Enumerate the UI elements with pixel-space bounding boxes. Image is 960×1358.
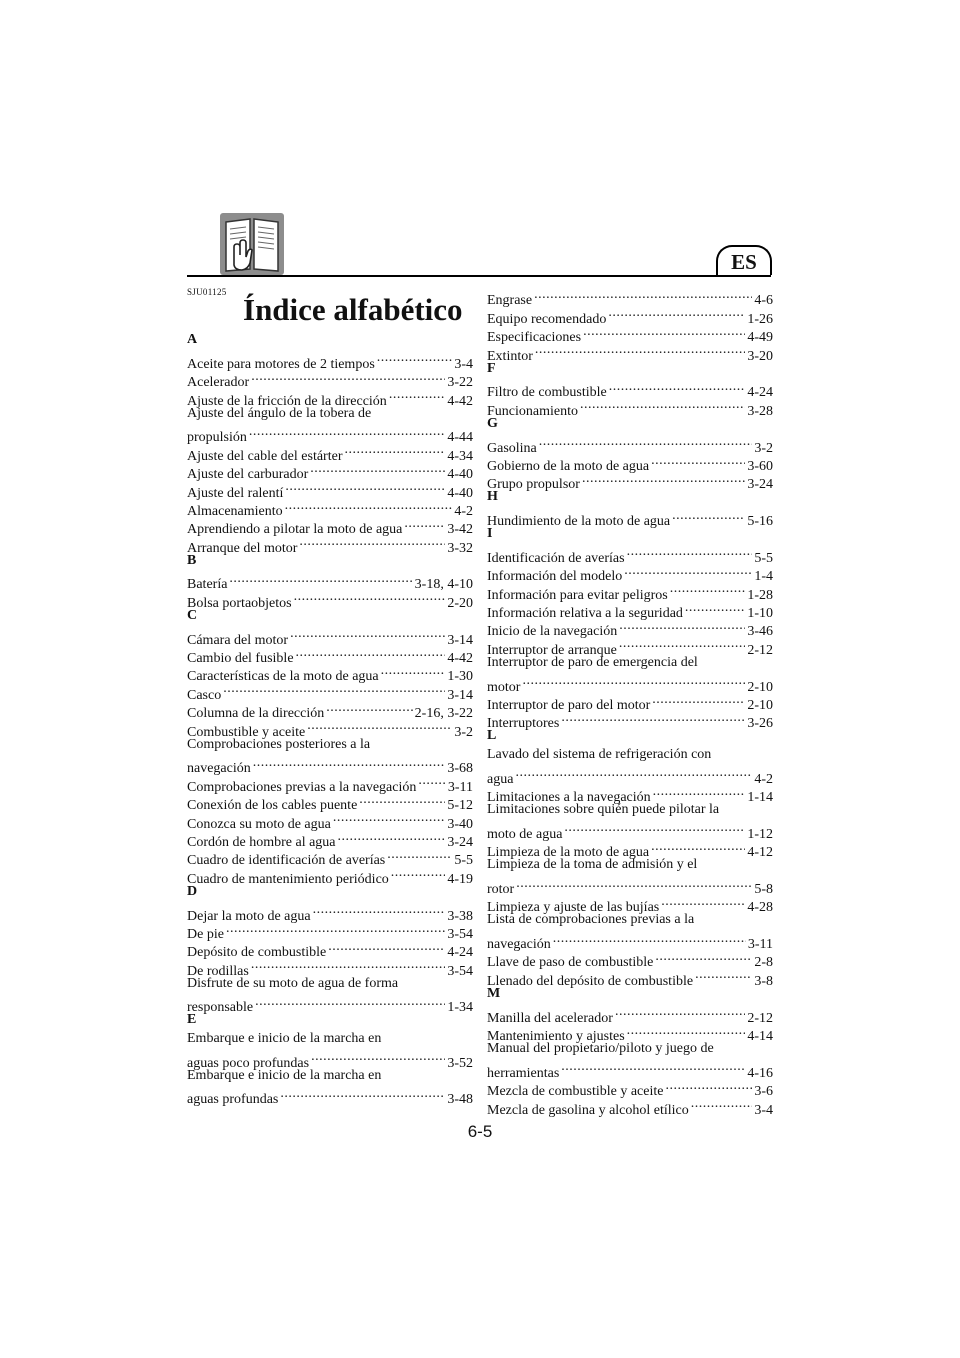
dot-leader [617,617,745,635]
dot-leader [278,1085,445,1103]
index-section-letter: F [487,360,496,376]
index-entry-text: Lavado del sistema de refrigeración con [487,746,712,762]
index-entry-page: 4-6 [754,293,773,309]
index-entry [487,378,773,401]
index-entry-text: Cambio del fusible [187,651,294,667]
index-entry-page: 4-42 [447,651,473,667]
index-entry [487,286,773,309]
dot-leader [309,1048,445,1066]
index-entry-text: Conozca su moto de agua [187,816,331,832]
document-code: SJU01125 [187,287,227,297]
index-entry-text: De rodillas [187,963,249,979]
dot-leader [342,441,445,459]
dot-leader [651,783,746,801]
index-entry-text: Ajuste del ángulo de la tobera de [187,405,372,421]
dot-leader [683,599,745,617]
index-entry-text: Especificaciones [487,330,582,346]
index-entry-page: 3-4 [454,356,473,372]
index-entry-page: 2-20 [447,595,473,611]
index-column-right [487,286,773,1118]
index-section-letter: D [187,883,198,899]
index-entry-page: 3-52 [447,1055,473,1071]
index-entry-page: 4-16 [747,1065,773,1081]
dot-leader [283,478,445,496]
index-entry [187,699,473,722]
index-entry [487,819,773,842]
page-number: 6-5 [467,1122,493,1141]
index-entry-page: 3-11 [447,779,473,795]
index-entry-page: 3-54 [447,963,473,979]
index-entry-page: 4-2 [454,503,473,519]
dot-leader [357,791,445,809]
index-entry-text: Inicio de la navegación [487,624,618,640]
index-section-letter: B [187,552,197,568]
index-entry-text: Arranque del motor [187,540,298,556]
manual-icon-graphic [220,213,284,275]
index-entry-text: Información del modelo [487,569,623,585]
index-entry [487,764,773,787]
index-entry-page: 1-4 [754,569,773,585]
index-entry-text: De pie [187,926,224,942]
index-entry-page: 3-8 [754,973,773,989]
index-entry-page: 3-22 [447,375,473,391]
dot-leader [668,580,746,598]
dot-leader [513,764,752,782]
index-entry-text: Limpieza de la moto de agua [487,845,650,861]
index-entry-page: 5-8 [754,881,773,897]
manual-reading-hand-icon [220,213,284,275]
index-entry-text: Batería [187,577,228,593]
index-entry-page: 1-10 [747,606,773,622]
dot-leader [224,920,445,938]
index-entry-page: 1-12 [747,826,773,842]
index-entry [187,920,473,942]
index-section-letter: A [187,332,198,347]
index-entry-text: Combustible y aceite [187,724,306,740]
dot-leader [416,772,445,790]
index-entry-page: 3-68 [447,761,473,777]
index-entry-text: Mezcla de combustible y aceite [487,1084,664,1100]
index-entry-text: Mantenimiento y ajustes [487,1029,625,1045]
dot-leader [649,452,745,470]
index-entry-text: Almacenamiento [187,503,283,519]
index-entry-page: 1-14 [747,789,773,805]
index-entry-text: Filtro de combustible [487,385,607,401]
index-section-letter: C [187,607,198,623]
index-entry-text: Interruptor de paro del motor [487,697,651,713]
index-entry-text: Interruptor de arranque [487,642,617,658]
index-entry [487,543,773,566]
dot-leader [336,828,446,846]
index-entry-text: Disfrute de su moto de agua de forma [187,975,399,991]
dot-leader [308,460,445,478]
index-entry-text: Información para evitar peligros [487,587,668,603]
index-entry [187,993,473,1016]
dot-leader [288,625,445,643]
index-entry-text: Lista de comprobaciones previas a la [487,912,695,928]
dot-leader [221,680,445,698]
index-entry [187,588,473,611]
dot-leader [253,993,445,1011]
index-entry-text: Equipo recomendado [487,311,607,327]
index-entry [187,625,473,648]
index-entry-text: aguas poco profundas [187,1055,310,1071]
dot-leader [693,966,752,984]
index-entry-text: Aceite para motores de 2 tiempos [187,356,375,372]
index-entry-page: 2-8 [754,955,773,971]
index-entry-page: 4-40 [447,467,473,483]
index-entry-text: Cordón de hombre al agua [187,834,336,850]
dot-leader [606,304,745,322]
index-entry-text: responsable [187,1000,254,1016]
index-entry-text: Aprendiendo a pilotar la moto de agua [187,522,403,538]
index-entry-text: Llenado del depósito de combustible [487,973,694,989]
index-entry-page: 1-28 [747,587,773,603]
dot-leader [559,709,745,727]
index-entry-page: 4-24 [447,945,473,961]
index-entry [187,938,473,961]
index-entry-text: Grupo propulsor [487,477,580,493]
index-entry-text: Embarque e inicio de la marcha en [187,1067,382,1083]
index-entry-page: 1-34 [447,1000,473,1016]
index-entry [187,901,473,924]
index-entry-page: 2-16, 3-22 [414,706,473,722]
index-entry-text: Comprobaciones posteriores a la [187,736,371,752]
index-entry [487,672,773,695]
index-entry-page: 3-40 [447,816,473,832]
index-entry-page: 4-40 [447,485,473,501]
index-section-letter: H [487,489,498,505]
index-entry [487,1003,773,1026]
index-section-letter: L [487,728,497,744]
index-entry-text: propulsión [187,430,247,446]
page-title: Índice alfabético [243,292,463,327]
index-entry-page: 5-5 [754,550,773,566]
index-entry-page: 5-5 [454,853,473,869]
index-entry-text: Gasolina [487,440,537,456]
index-entry-page: 3-26 [747,716,773,732]
index-entry-text: navegación [187,761,251,777]
dot-leader [625,1022,746,1040]
index-entry-page: 4-42 [447,393,473,409]
index-entry-page: 3-28 [747,403,773,419]
index-entry-page: 3-18, 4-10 [414,577,473,593]
index-entry-page: 3-46 [747,624,773,640]
index-entry-page: 3-2 [454,724,473,740]
dot-leader [649,838,745,856]
index-entry-text: Ajuste del carburador [187,467,309,483]
index-entry [187,423,473,446]
dot-leader [689,1095,753,1113]
dot-leader [562,819,745,837]
dot-leader [532,286,752,304]
index-entry-page: 4-2 [754,771,773,787]
dot-leader [251,754,446,772]
index-entry-page: 4-34 [447,448,473,464]
index-entry-page: 2-12 [747,1010,773,1026]
index-entry-page: 3-38 [447,908,473,924]
dot-leader [520,672,745,690]
index-entry-page: 4-12 [747,845,773,861]
index-entry-text: Ajuste de la fricción de la dirección [187,393,387,409]
index-entry-text: Limpieza y ajuste de las bujías [487,900,660,916]
index-entry [487,691,773,713]
index-entry-page: 3-6 [754,1084,773,1100]
index-entry-page: 3-24 [747,477,773,493]
dot-leader [375,349,453,367]
index-entry-text: Interruptores [487,716,560,732]
index-section-letter: E [187,1012,197,1028]
index-entry-page: 3-54 [447,926,473,942]
dot-leader [607,378,746,396]
index-entry-text: motor [487,679,521,695]
index-entry [487,930,773,953]
dot-leader [670,507,745,525]
dot-leader [653,948,752,966]
index-entry-text: Ajuste del ralentí [187,485,284,501]
dot-leader [283,497,453,515]
dot-leader [331,809,445,827]
index-entry-text: aguas profundas [187,1092,279,1108]
dot-leader [247,423,445,441]
index-entry-text: Acelerador [187,375,250,391]
index-entry-text: Conexión de los cables puente [187,798,358,814]
index-entry-text: Limpieza de la toma de admisión y el [487,857,698,873]
dot-leader [379,662,446,680]
index-section-letter: G [487,415,498,431]
index-entry-page: 2-10 [747,679,773,695]
dot-leader [581,323,745,341]
dot-leader [559,1058,745,1076]
dot-leader [625,543,753,561]
index-entry-text: Identificación de averías [487,550,625,566]
index-entry-text: Limitaciones a la navegación [487,789,651,805]
dot-leader [324,699,412,717]
dot-leader [402,515,445,533]
index-entry-page: 3-14 [447,687,473,703]
index-entry-text: Mezcla de gasolina y alcohol etílico [487,1102,689,1118]
index-entry-page: 4-19 [447,871,473,887]
index-entry-text: Funcionamiento [487,403,578,419]
index-entry-text: Llave de paso de combustible [487,955,654,971]
index-entry-page: 2-10 [747,697,773,713]
dot-leader [294,644,446,662]
index-entry [487,893,773,916]
index-entry-page: 3-32 [447,540,473,556]
dot-leader [249,956,446,974]
dot-leader [617,635,746,653]
index-entry-text: Hundimiento de la moto de agua [487,514,671,530]
index-entry-page: 3-48 [447,1092,473,1108]
index-entry [187,570,473,593]
index-entry-text: rotor [487,881,515,897]
index-entry-text: Cámara del motor [187,632,289,648]
index-entry [187,754,473,777]
index-entry-page: 3-60 [747,458,773,474]
index-entry-text: Depósito de combustible [187,945,327,961]
dot-leader [580,470,745,488]
index-entry-text: Comprobaciones previas a la navegación [187,779,417,795]
index-entry [187,1048,473,1071]
index-entry-text: Gobierno de la moto de agua [487,458,650,474]
index-entry-page: 5-16 [747,514,773,530]
language-badge: ES [716,245,772,275]
index-entry-text: Cuadro de mantenimiento periódico [187,871,389,887]
index-entry-page: 5-12 [447,798,473,814]
index-entry [487,783,773,805]
index-entry [187,680,473,703]
index-entry-text: Engrase [487,293,533,309]
index-entry-text: agua [487,771,514,787]
index-entry-text: herramientas [487,1065,560,1081]
dot-leader [387,386,446,404]
dot-leader [514,875,752,893]
header-rule [187,275,771,277]
index-entry-text: Características de la moto de agua [187,669,379,685]
index-entry-text: Información relativa a la seguridad [487,606,683,622]
index-section-letter: I [487,526,493,542]
index-entry-page: 3-11 [747,937,773,953]
index-entry-page: 3-42 [447,522,473,538]
index-entry-text: Extintor [487,348,533,364]
index-entry-text: Limitaciones sobre quién puede pilotar la [487,801,720,817]
index-entry-text: Embarque e inicio de la marcha en [187,1030,382,1046]
index-entry-text: Manual del propietario/piloto y juego de [487,1041,714,1057]
index-entry-page: 3-20 [747,348,773,364]
dot-leader [305,717,452,735]
index-entry-page: 4-28 [747,900,773,916]
index-entry-page: 1-30 [447,669,473,685]
index-entry [187,1085,473,1108]
index-entry-page: 3-24 [447,834,473,850]
index-entry-text: moto de agua [487,826,563,842]
index-entry [487,875,773,897]
dot-leader [650,691,745,709]
index-entry [487,1058,773,1081]
index-entry-page: 4-44 [447,430,473,446]
dot-leader [297,533,445,551]
dot-leader [578,396,745,414]
index-entry-page: 3-14 [447,632,473,648]
dot-leader [292,588,446,606]
index-entry-text: Interruptor de paro de emergencia del [487,654,698,670]
index-entry [487,507,773,530]
dot-leader [622,562,752,580]
index-column-left [187,331,473,1108]
dot-leader [389,864,446,882]
dot-leader [385,846,452,864]
index-entry-page: 1-26 [747,311,773,327]
dot-leader [663,1077,752,1095]
dot-leader [326,938,445,956]
index-entry-text: Cuadro de identificación de averías [187,853,386,869]
index-section-letter: M [487,985,501,1001]
index-entry-page: 3-4 [754,1102,773,1118]
index-entry-page: 4-24 [747,385,773,401]
dot-leader [227,570,412,588]
index-entry-text: Columna de la dirección [187,706,325,722]
index-entry-page: 4-14 [747,1029,773,1045]
index-entry [187,349,473,372]
index-entry-text: Casco [187,687,222,703]
dot-leader [659,893,745,911]
index-entry-text: Bolsa portaobjetos [187,595,292,611]
dot-leader [533,341,745,359]
index-entry-page: 3-2 [754,440,773,456]
dot-leader [537,433,753,451]
dot-leader [249,368,445,386]
dot-leader [551,930,746,948]
index-entry-text: Ajuste del cable del estárter [187,448,343,464]
index-entry-text: navegación [487,937,551,953]
dot-leader [311,901,446,919]
index-entry-page: 4-49 [747,330,773,346]
index-entry-text: Dejar la moto de agua [187,908,311,924]
index-entry [487,433,773,456]
index-entry-text: Manilla del acelerador [487,1010,613,1026]
dot-leader [613,1003,745,1021]
index-entry-page: 2-12 [747,642,773,658]
